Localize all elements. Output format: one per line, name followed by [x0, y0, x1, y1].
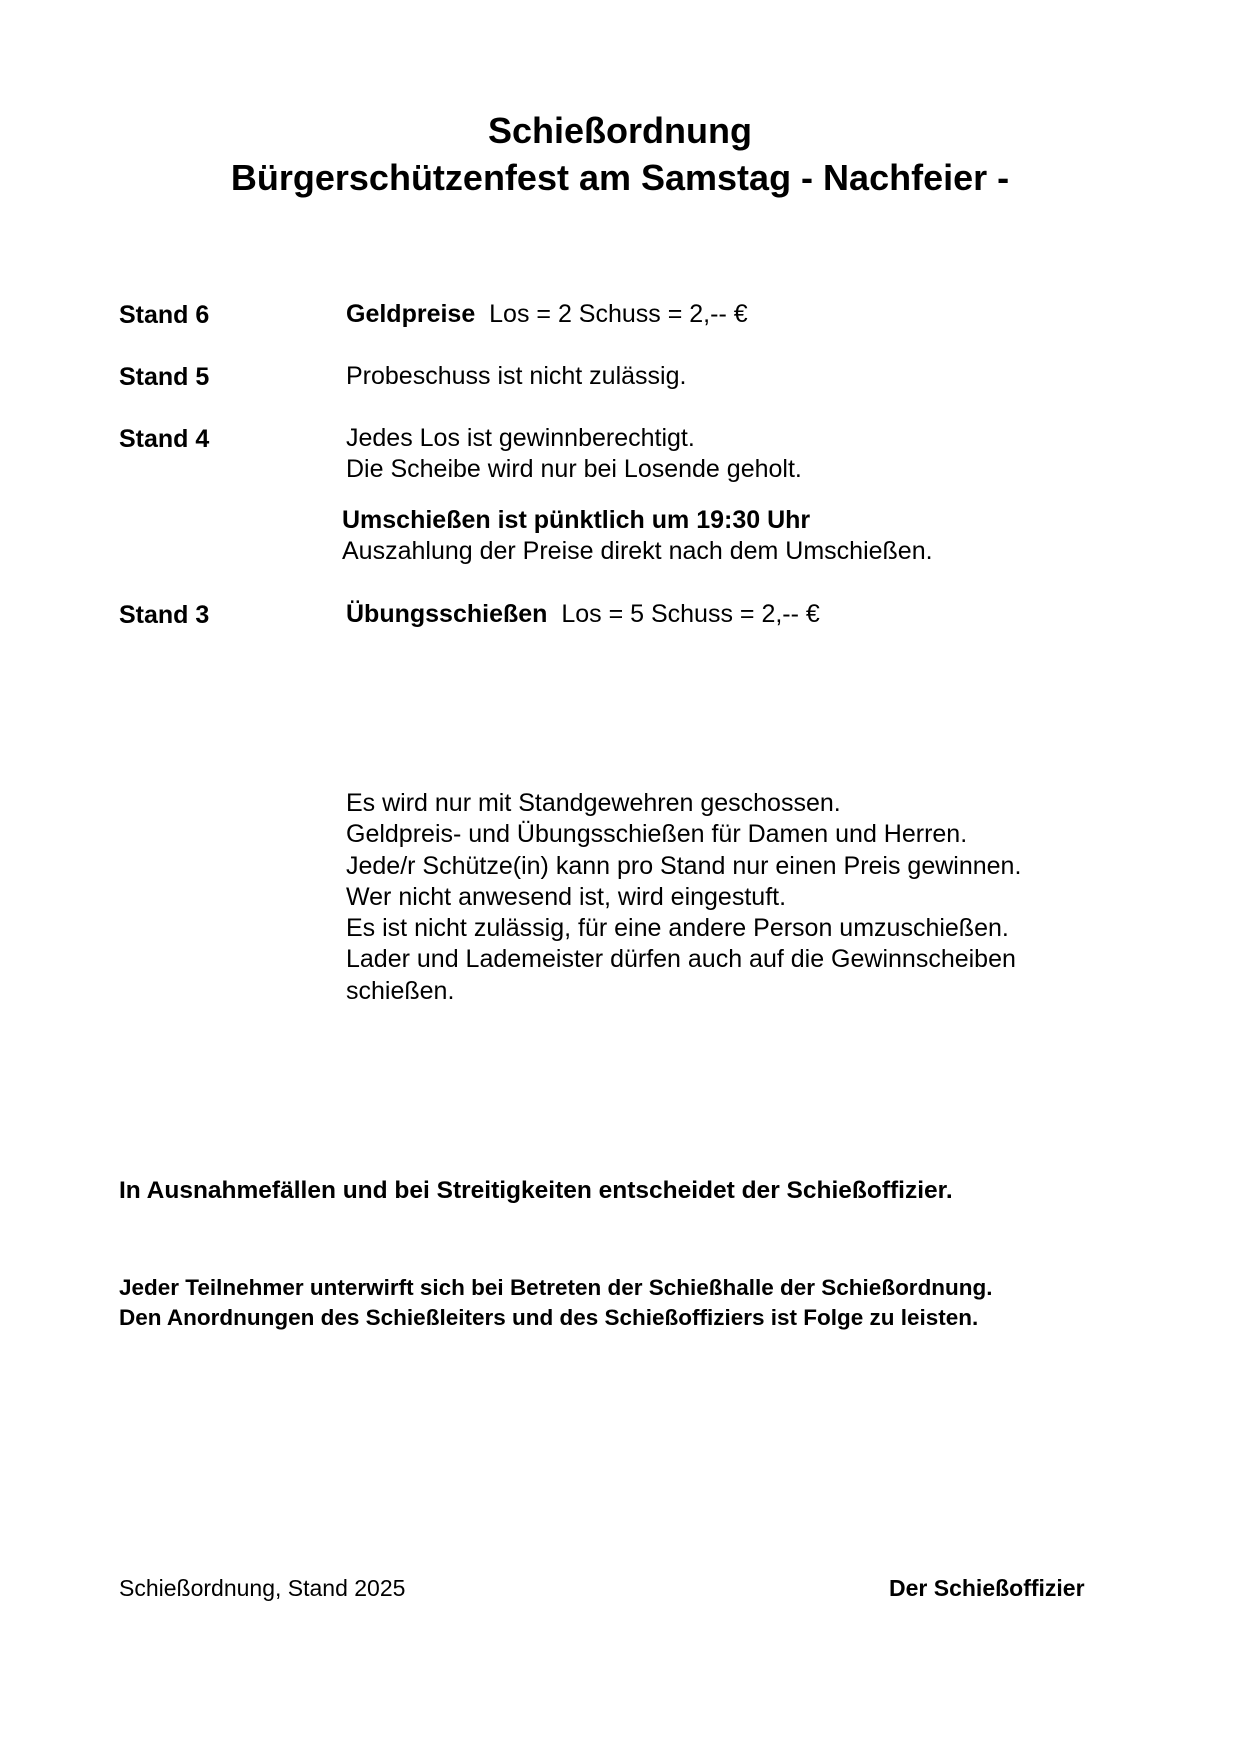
rule-item: Lader und Lademeister dürfen auch auf die Gewinnscheiben — [346, 945, 1016, 974]
umschiessen-heading: Umschießen ist pünktlich um 19:30 Uhr — [342, 506, 811, 534]
rule-item: Jede/r Schütze(in) kann pro Stand nur einen Preis gewinnen. — [346, 851, 1022, 880]
stand-3-label: Stand 3 — [119, 601, 210, 629]
rules-list — [346, 788, 1021, 1007]
stand-6-title: Geldpreise — [346, 300, 476, 328]
dispute-notice: In Ausnahmefällen und bei Streitigkeiten entscheidet der Schießoffizier. — [119, 1177, 953, 1204]
footer-document-version: Schießordnung, Stand 2025 — [119, 1575, 406, 1601]
stand-4-text-1: Jedes Los ist gewinnberechtigt. — [346, 424, 695, 452]
page-subtitle: Bürgerschützenfest am Samstag - Nachfeier - — [230, 157, 1010, 198]
page-title: Schießordnung — [488, 110, 752, 151]
stand-3-info — [346, 599, 820, 630]
stand-5-label: Stand 5 — [119, 363, 210, 391]
rule-item: Es wird nur mit Standgewehren geschossen. — [346, 789, 841, 817]
rule-item: Wer nicht anwesend ist, wird eingestuft. — [346, 882, 787, 911]
stand-6-price: Los = 2 Schuss = 2,-- € — [489, 300, 748, 328]
stand-4-label: Stand 4 — [119, 425, 210, 453]
stand-5-text: Probeschuss ist nicht zulässig. — [346, 362, 687, 390]
stand-6-info — [346, 299, 748, 330]
stand-3-price: Los = 5 Schuss = 2,-- € — [561, 600, 820, 628]
rule-item: Geldpreis- und Übungsschießen für Damen und Herren. — [346, 820, 968, 849]
stand-4-text-2: Die Scheibe wird nur bei Losende geholt. — [346, 455, 802, 483]
footer-signature: Der Schießoffizier — [889, 1575, 1085, 1601]
stand-3-title: Übungsschießen — [346, 600, 548, 628]
participants-line-1: Jeder Teilnehmer unterwirft sich bei Betreten der Schießhalle der Schießordnung. — [119, 1275, 993, 1300]
rule-item: Es ist nicht zulässig, für eine andere Person umzuschießen. — [346, 914, 1009, 943]
umschiessen-text: Auszahlung der Preise direkt nach dem Umschießen. — [342, 537, 933, 565]
participants-line-2: Den Anordnungen des Schießleiters und des Schießoffiziers ist Folge zu leisten. — [119, 1305, 979, 1330]
stand-6-label: Stand 6 — [119, 301, 210, 329]
rule-item: schießen. — [346, 976, 455, 1005]
